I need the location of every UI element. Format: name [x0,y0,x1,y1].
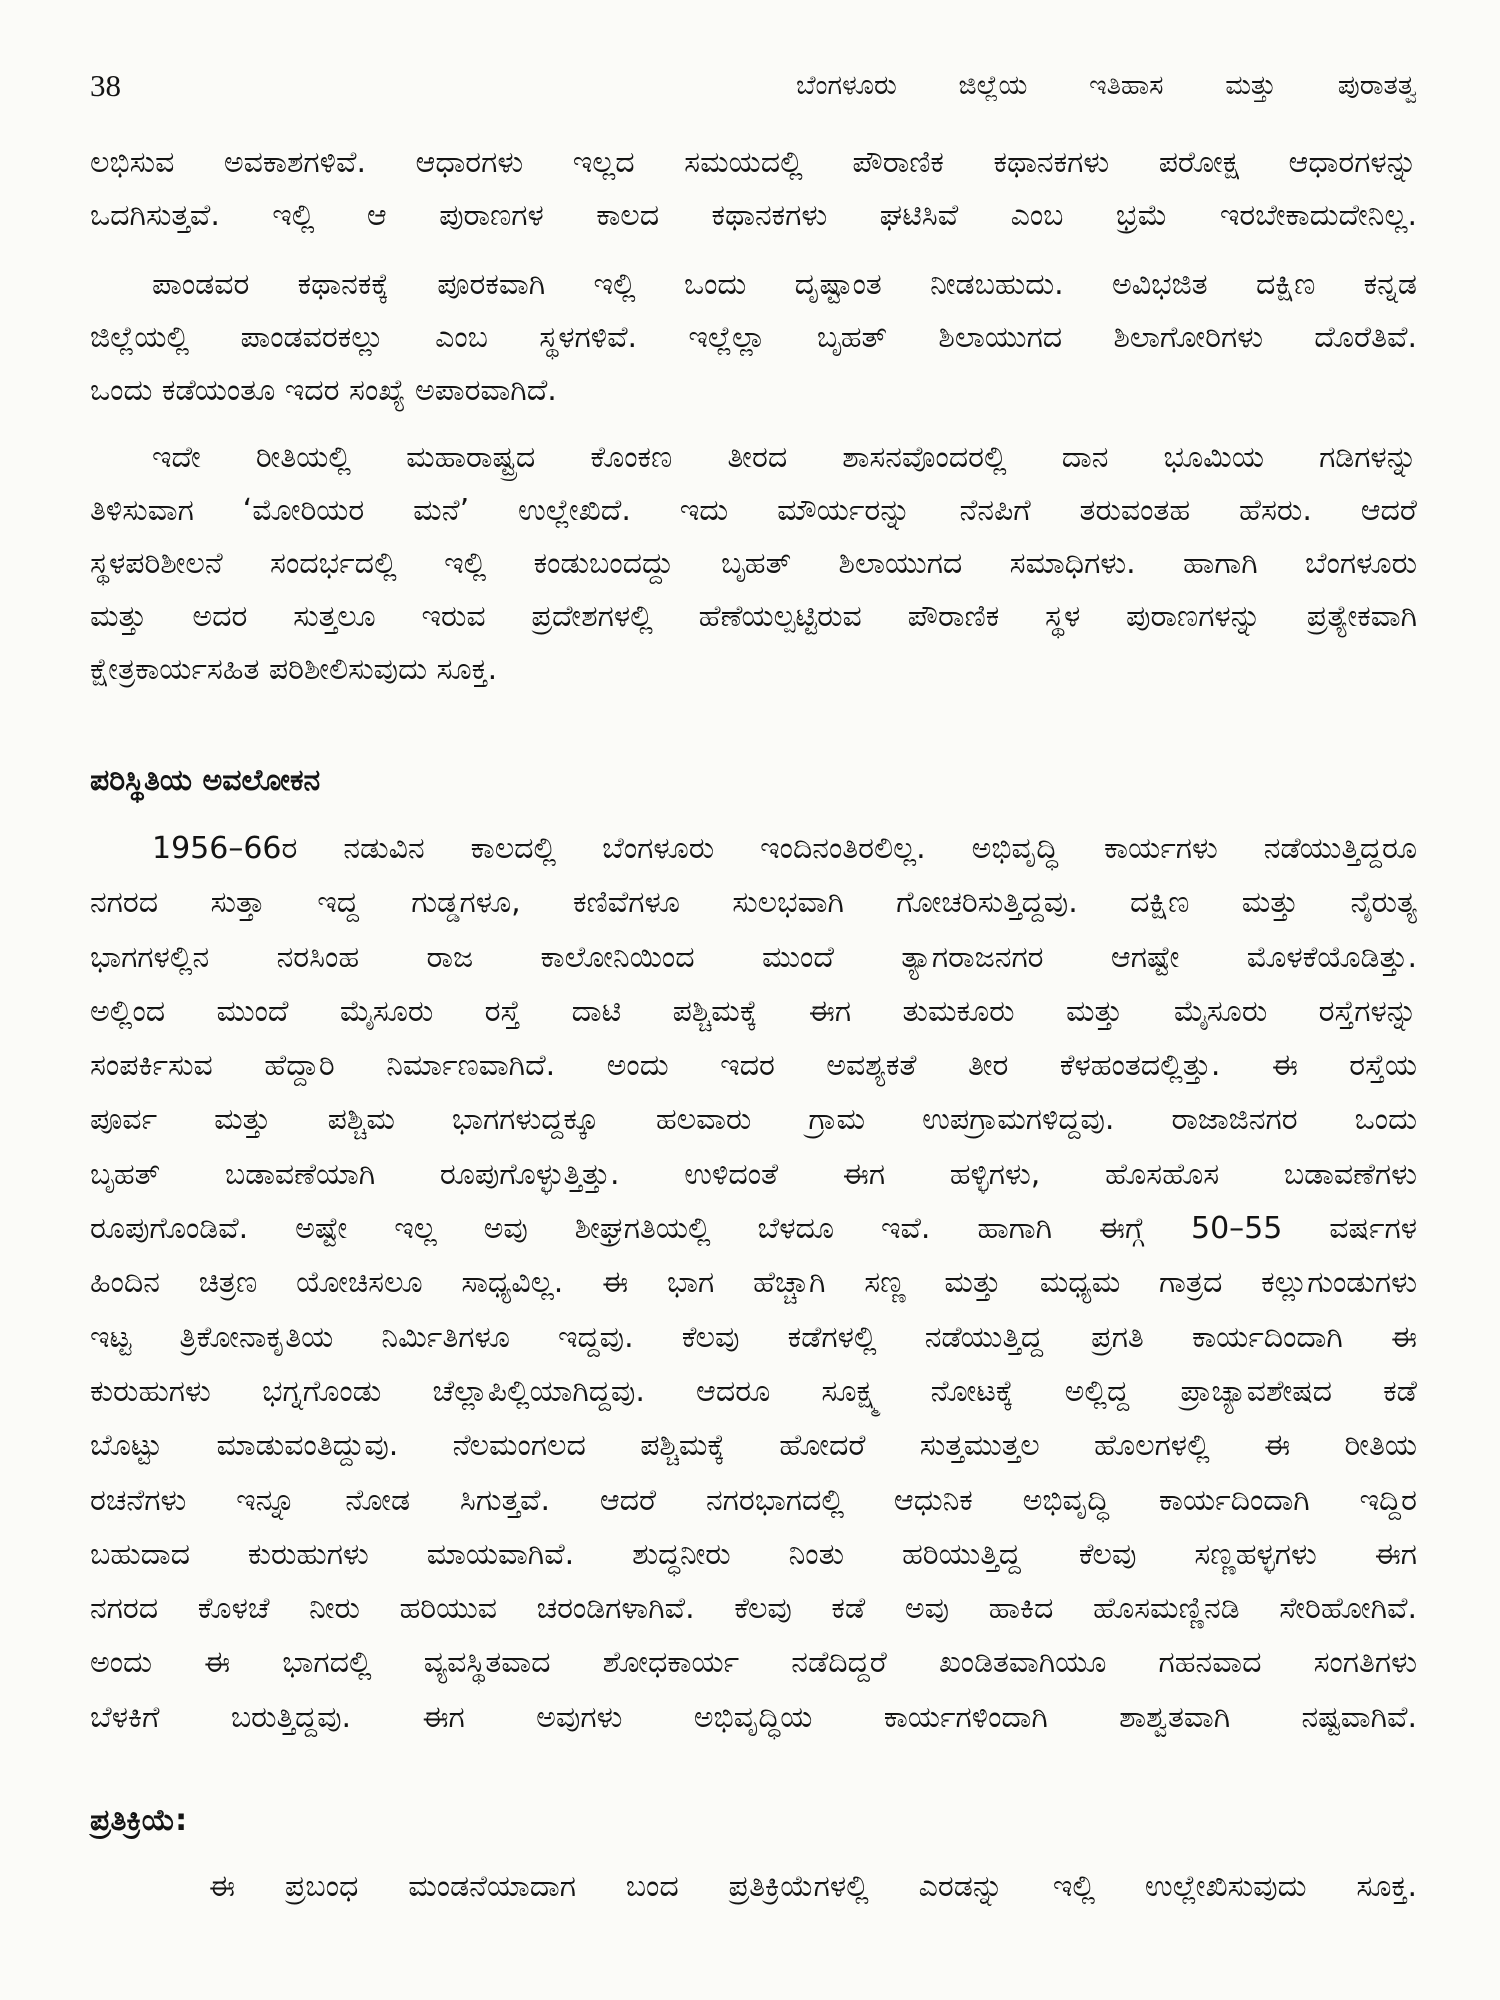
text-line: ನಗರದ ಕೊಳಚೆ ನೀರು ಹರಿಯುವ ಚರಂಡಿಗಳಾಗಿವೆ. ಕೆಲವು ಕಡೆ ಅವು ಹಾಕಿದ ಹೊಸಮಣ್ಣಿನಡಿ ಸೇರಿಹೋಗಿವೆ. [90,1591,1417,1627]
paragraph [90,822,1417,1745]
section-heading [90,1794,1417,1847]
text-line: ಬೊಟ್ಟು ಮಾಡುವಂತಿದ್ದುವು. ನೆಲಮಂಗಲದ ಪಶ್ಚಿಮಕ್ಕೆ ಹೋದರೆ ಸುತ್ತಮುತ್ತಲ ಹೊಲಗಳಲ್ಲಿ ಈ ರೀತಿಯ [90,1428,1417,1464]
text-line: ಕುರುಹುಗಳು ಭಗ್ನಗೊಂಡು ಚೆಲ್ಲಾಪಿಲ್ಲಿಯಾಗಿದ್ದವು. ಆದರೂ ಸೂಕ್ಷ್ಮ ನೋಟಕ್ಕೆ ಅಲ್ಲಿದ್ದ ಪ್ರಾಚ್ಯಾವಶೇಷದ ಕಡೆ [90,1373,1417,1409]
text-line: ತಿಳಿಸುವಾಗ ‘ಮೋರಿಯರ ಮನೆ’ ಉಲ್ಲೇಖಿದೆ. ಇದು ಮೌರ್ಯರನ್ನು ನೆನಪಿಗೆ ತರುವಂತಹ ಹೆಸರು. ಆದರೆ [90,493,1417,528]
paragraph [90,136,1417,242]
paragraph [90,1860,1417,1913]
text-line: ರೂಪುಗೊಂಡಿವೆ. ಅಷ್ಟೇ ಇಲ್ಲ ಅವು ಶೀಘ್ರಗತಿಯಲ್ಲಿ ಬೆಳದೂ ಇವೆ. ಹಾಗಾಗಿ ಈಗ್ಗೆ 50–55 ವರ್ಷಗಳ [90,1211,1417,1247]
text-line: ಬೃಹತ್ ಬಡಾವಣೆಯಾಗಿ ರೂಪುಗೊಳ್ಳುತ್ತಿತ್ತು. ಉಳಿದಂತೆ ಈಗ ಹಳ್ಳಿಗಳು, ಹೊಸಹೊಸ ಬಡಾವಣೆಗಳು [90,1156,1417,1192]
text-line: ಭಾಗಗಳಲ್ಲಿನ ನರಸಿಂಹ ರಾಜ ಕಾಲೋನಿಯಿಂದ ಮುಂದೆ ತ್ಯಾಗರಾಜನಗರ ಆಗಷ್ಟೇ ಮೊಳಕೆಯೊಡಿತ್ತು. [90,939,1417,975]
text-line: ಮತ್ತು ಅದರ ಸುತ್ತಲೂ ಇರುವ ಪ್ರದೇಶಗಳಲ್ಲಿ ಹೆಣೆಯಲ್ಪಟ್ಟಿರುವ ಪೌರಾಣಿಕ ಸ್ಥಳ ಪುರಾಣಗಳನ್ನು ಪ್ರತ್ಯೇಕವಾಗಿ [90,599,1417,634]
paragraph [90,431,1417,696]
text-line: ಲಭಿಸುವ ಅವಕಾಶಗಳಿವೆ. ಆಧಾರಗಳು ಇಲ್ಲದ ಸಮಯದಲ್ಲಿ ಪೌರಾಣಿಕ ಕಥಾನಕಗಳು ಪರೋಕ್ಷ ಆಧಾರಗಳನ್ನು [90,145,1417,180]
text-line: ಪಾಂಡವರ ಕಥಾನಕಕ್ಕೆ ಪೂರಕವಾಗಿ ಇಲ್ಲಿ ಒಂದು ದೃಷ್ಟಾಂತ ನೀಡಬಹುದು. ಅವಿಭಜಿತ ದಕ್ಷಿಣ ಕನ್ನಡ [152,267,1417,302]
text-line: ಒಂದು ಕಡೆಯಂತೂ ಇದರ ಸಂಖ್ಯೆ ಅಪಾರವಾಗಿದೆ. [90,373,557,408]
text-line: ರಚನೆಗಳು ಇನ್ನೂ ನೋಡ ಸಿಗುತ್ತವೆ. ಆದರೆ ನಗರಭಾಗದಲ್ಲಿ ಆಧುನಿಕ ಅಭಿವೃದ್ಧಿ ಕಾರ್ಯದಿಂದಾಗಿ ಇದ್ದಿರ [90,1482,1417,1518]
section-heading-text: ಪರಿಸ್ಥಿತಿಯ ಅವಲೋಕನ [90,763,321,798]
text-line: ಒದಗಿಸುತ್ತವೆ. ಇಲ್ಲಿ ಆ ಪುರಾಣಗಳ ಕಾಲದ ಕಥಾನಕಗಳು ಘಟಿಸಿವೆ ಎಂಬ ಭ್ರಮೆ ಇರಬೇಕಾದುದೇನಿಲ್ಲ. [90,198,1417,233]
running-title: ಬೆಂಗಳೂರು ಜಿಲ್ಲೆಯ ಇತಿಹಾಸ ಮತ್ತು ಪುರಾತತ್ವ [796,70,1417,101]
text-line: ಇದೇ ರೀತಿಯಲ್ಲಿ ಮಹಾರಾಷ್ಟ್ರದ ಕೊಂಕಣ ತೀರದ ಶಾಸನವೊಂದರಲ್ಲಿ ದಾನ ಭೂಮಿಯ ಗಡಿಗಳನ್ನು [152,440,1417,475]
text-line: ಈ ಪ್ರಬಂಧ ಮಂಡನೆಯಾದಾಗ ಬಂದ ಪ್ರತಿಕ್ರಿಯೆಗಳಲ್ಲಿ ಎರಡನ್ನು ಇಲ್ಲಿ ಉಲ್ಲೇಖಿಸುವುದು ಸೂಕ್ತ. [209,1869,1417,1904]
text-line: ಕ್ಷೇತ್ರಕಾರ್ಯಸಹಿತ ಪರಿಶೀಲಿಸುವುದು ಸೂಕ್ತ. [90,652,498,687]
paragraph [90,258,1417,417]
text-line: ಬೆಳಕಿಗೆ ಬರುತ್ತಿದ್ದವು. ಈಗ ಅವುಗಳು ಅಭಿವೃದ್ಧಿಯ ಕಾರ್ಯಗಳಿಂದಾಗಿ ಶಾಶ್ವತವಾಗಿ ನಷ್ಟವಾಗಿವೆ. [90,1699,1417,1735]
text-line: ಸಂಪರ್ಕಿಸುವ ಹೆದ್ದಾರಿ ನಿರ್ಮಾಣವಾಗಿದೆ. ಅಂದು ಇದರ ಅವಶ್ಯಕತೆ ತೀರ ಕೆಳಹಂತದಲ್ಲಿತ್ತು. ಈ ರಸ್ತೆಯ [90,1048,1417,1084]
text-line: ಬಹುದಾದ ಕುರುಹುಗಳು ಮಾಯವಾಗಿವೆ. ಶುದ್ಧನೀರು ನಿಂತು ಹರಿಯುತ್ತಿದ್ದ ಕೆಲವು ಸಣ್ಣಹಳ್ಳಗಳು ಈಗ [90,1536,1417,1572]
text-line: ಅಲ್ಲಿಂದ ಮುಂದೆ ಮೈಸೂರು ರಸ್ತೆ ದಾಟಿ ಪಶ್ಚಿಮಕ್ಕೆ ಈಗ ತುಮಕೂರು ಮತ್ತು ಮೈಸೂರು ರಸ್ತೆಗಳನ್ನು [90,993,1417,1029]
page-number: 38 [90,68,121,103]
section-heading [90,754,1417,807]
text-line: 1956–66ರ ನಡುವಿನ ಕಾಲದಲ್ಲಿ ಬೆಂಗಳೂರು ಇಂದಿನಂತಿರಲಿಲ್ಲ. ಅಭಿವೃದ್ಧಿ ಕಾರ್ಯಗಳು ನಡೆಯುತ್ತಿದ್ದರೂ [152,831,1417,866]
text-line: ನಗರದ ಸುತ್ತಾ ಇದ್ದ ಗುಡ್ಡಗಳೂ, ಕಣಿವೆಗಳೂ ಸುಲಭವಾಗಿ ಗೋಚರಿಸುತ್ತಿದ್ದವು. ದಕ್ಷಿಣ ಮತ್ತು ನೈರುತ್ಯ [90,885,1417,921]
text-line: ಇಟ್ಟ ತ್ರಿಕೋನಾಕೃತಿಯ ನಿರ್ಮಿತಿಗಳೂ ಇದ್ದವು. ಕೆಲವು ಕಡೆಗಳಲ್ಲಿ ನಡೆಯುತ್ತಿದ್ದ ಪ್ರಗತಿ ಕಾರ್ಯದಿಂದಾಗಿ ಈ [90,1319,1417,1355]
text-line: ಪೂರ್ವ ಮತ್ತು ಪಶ್ಚಿಮ ಭಾಗಗಳುದ್ದಕ್ಕೂ ಹಲವಾರು ಗ್ರಾಮ ಉಪಗ್ರಾಮಗಳಿದ್ದವು. ರಾಜಾಜಿನಗರ ಒಂದು [90,1102,1417,1138]
text-line: ಹಿಂದಿನ ಚಿತ್ರಣ ಯೋಚಿಸಲೂ ಸಾಧ್ಯವಿಲ್ಲ. ಈ ಭಾಗ ಹೆಚ್ಚಾಗಿ ಸಣ್ಣ ಮತ್ತು ಮಧ್ಯಮ ಗಾತ್ರದ ಕಲ್ಲುಗುಂಡುಗಳು [90,1265,1417,1301]
section-heading-text: ಪ್ರತಿಕ್ರಿಯೆ: [90,1803,188,1838]
text-line: ಅಂದು ಈ ಭಾಗದಲ್ಲಿ ವ್ಯವಸ್ಥಿತವಾದ ಶೋಧಕಾರ್ಯ ನಡೆದಿದ್ದರೆ ಖಂಡಿತವಾಗಿಯೂ ಗಹನವಾದ ಸಂಗತಿಗಳು [90,1645,1417,1681]
text-line: ಜಿಲ್ಲೆಯಲ್ಲಿ ಪಾಂಡವರಕಲ್ಲು ಎಂಬ ಸ್ಥಳಗಳಿವೆ. ಇಲ್ಲೆಲ್ಲಾ ಬೃಹತ್ ಶಿಲಾಯುಗದ ಶಿಲಾಗೋರಿಗಳು ದೊರೆತಿವೆ. [90,320,1417,355]
text-line: ಸ್ಥಳಪರಿಶೀಲನೆ ಸಂದರ್ಭದಲ್ಲಿ ಇಲ್ಲಿ ಕಂಡುಬಂದದ್ದು ಬೃಹತ್ ಶಿಲಾಯುಗದ ಸಮಾಧಿಗಳು. ಹಾಗಾಗಿ ಬೆಂಗಳೂರು [90,546,1417,581]
